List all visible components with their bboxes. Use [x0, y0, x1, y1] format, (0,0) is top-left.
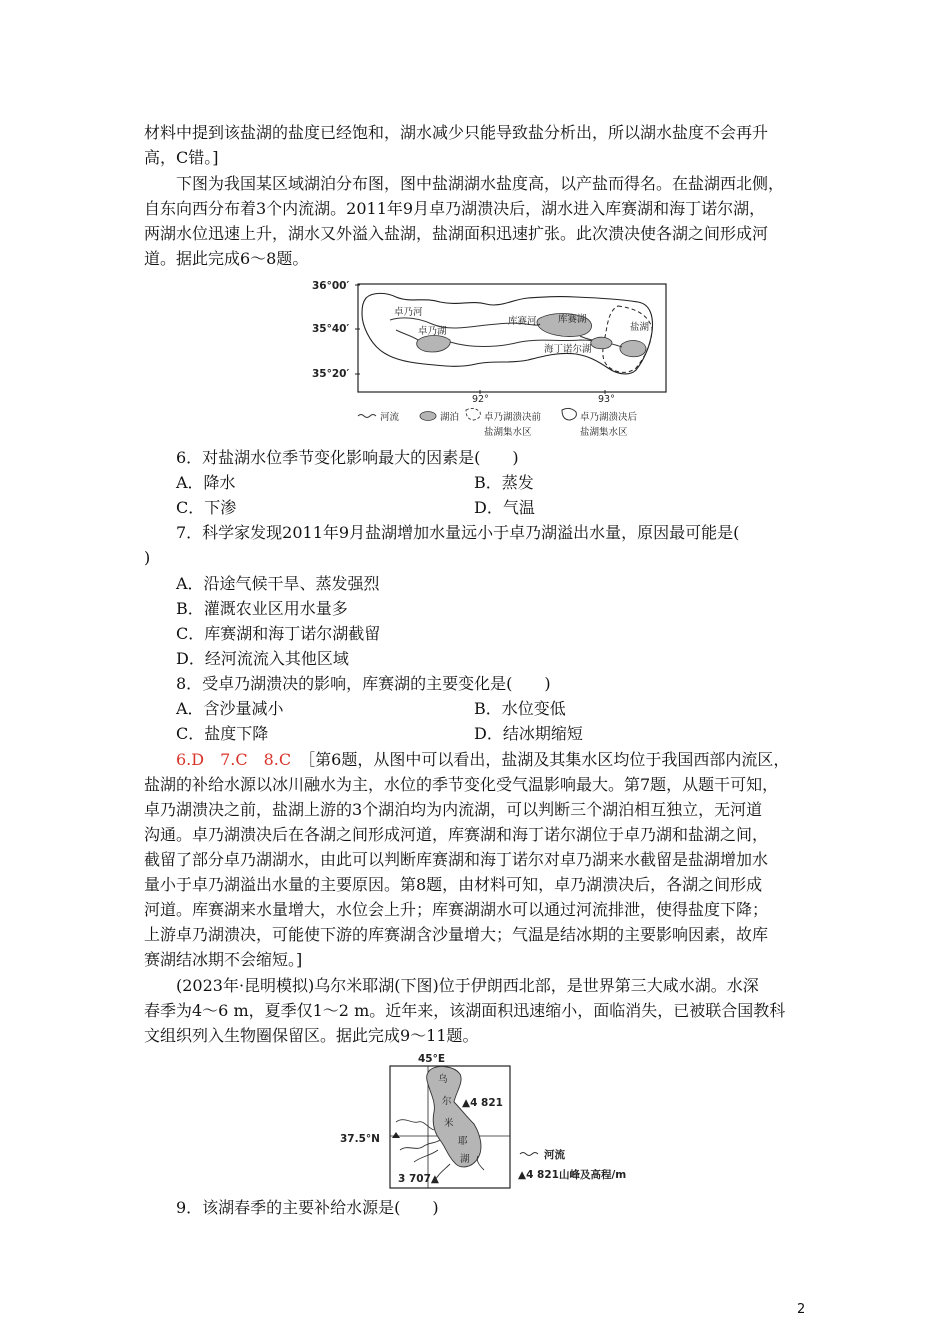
question-7-option-b: B．灌溉农业区用水量多	[176, 599, 348, 618]
text-line: 下图为我国某区域湖泊分布图，图中盐湖湖水盐度高，以产盐而得名。在盐湖西北侧，	[176, 174, 785, 193]
lake-name-char: 耶	[458, 1136, 468, 1147]
river	[414, 1150, 438, 1162]
legend-peak-label: ▲4 821山峰及高程/m	[518, 1169, 627, 1181]
answer-line: 河道。库赛湖来水量增大，水位会上升；库赛湖湖水可以通过河流排泄，使得盐度下降；	[144, 900, 769, 919]
catchment-before-boundary	[603, 306, 652, 372]
lake-name-char: 米	[444, 1118, 454, 1129]
question-8-option-d: D．结冰期缩短	[474, 724, 583, 743]
question-7-option-a: A．沿途气候干旱、蒸发强烈	[176, 574, 380, 593]
question-7-option-c: C．库赛湖和海丁诺尔湖截留	[176, 624, 381, 643]
answer-line: 上游卓乃湖溃决，可能使下游的库赛湖含沙量增大；气温是结冰期的主要影响因素，故库	[144, 925, 769, 944]
question-8-stem: 8．受卓乃湖溃决的影响，库赛湖的主要变化是( )	[176, 674, 551, 693]
text-line: 材料中提到该盐湖的盐度已经饱和，湖水减少只能导致盐分析出，所以湖水盐度不会再升	[144, 123, 769, 142]
lon-label-92: 92°	[472, 394, 489, 405]
lon-label-45e: 45°E	[418, 1053, 446, 1065]
question-7-option-d: D．经河流流入其他区域	[176, 649, 349, 668]
legend-lake-symbol	[420, 412, 436, 421]
question-6-option-a: A．降水	[176, 473, 236, 492]
answer-text: ［第6题，从图中可以看出，盐湖及其集水区均位于我国西部内流区，	[307, 750, 790, 769]
zhuonai-river-label: 卓乃河	[394, 307, 423, 318]
answer-line: 量小于卓乃湖溢出水量的主要原因。第8题，由材料可知，卓乃湖溃决后，各湖之间形成	[144, 875, 763, 894]
lat-label-37-5n: 37.5°N	[340, 1133, 380, 1145]
lake-name-char: 乌	[438, 1074, 448, 1085]
river	[580, 336, 592, 340]
salt-lake-label: 盐湖	[630, 322, 650, 333]
text-line: 两湖水位迅速上升，湖水又外溢入盐湖，盐湖面积迅速扩张。此次溃决使各湖之间形成河	[144, 224, 769, 243]
question-7-stem-end: )	[144, 548, 151, 567]
haiding-lake-label: 海丁诺尔湖	[544, 344, 592, 355]
legend-river-symbol	[358, 415, 376, 418]
question-8-option-c: C．盐度下降	[176, 724, 269, 743]
lat-label-36: 36°00′	[312, 280, 350, 292]
zhuonai-lake-label: 卓乃湖	[418, 326, 447, 337]
question-6-option-c: C．下渗	[176, 498, 237, 517]
lon-label-93: 93°	[598, 394, 615, 405]
salt-lake	[620, 341, 646, 357]
text-line: 道。据此完成6～8题。	[144, 249, 309, 268]
legend-before-label-2: 盐湖集水区	[484, 427, 532, 438]
river	[400, 1140, 440, 1150]
question-6-option-b: B．蒸发	[474, 473, 534, 492]
haiding-lake	[591, 337, 612, 349]
peak-marker	[392, 1132, 400, 1138]
kusai-lake-label: 库赛湖	[558, 314, 587, 325]
question-9-stem: 9．该湖春季的主要补给水源是( )	[176, 1198, 439, 1217]
peak-3707-label: 3 707▲	[398, 1173, 439, 1185]
answer-line: 赛湖结冰期不会缩短。]	[144, 950, 303, 969]
legend-river-label: 河流	[544, 1149, 565, 1161]
lake-distribution-map	[300, 278, 680, 443]
answer-line: 卓乃湖溃决之前，盐湖上游的3个湖泊均为内流湖，可以判断三个湖泊相互独立，无河道	[144, 800, 763, 819]
lake-urmia-map	[334, 1052, 674, 1192]
page-number: 2	[797, 1302, 806, 1317]
answer-line: 截留了部分卓乃湖湖水，由此可以判断库赛湖和海丁诺尔对卓乃湖来水截留是盐湖增加水	[144, 850, 769, 869]
text-line: 自东向西分布着3个内流湖。2011年9月卓乃湖溃决后，湖水进入库赛湖和海丁诺尔湖，	[144, 199, 766, 218]
question-8-option-a: A．含沙量减小	[176, 699, 284, 718]
question-6-option-d: D．气温	[474, 498, 535, 517]
question-8-option-b: B．水位变低	[474, 699, 566, 718]
legend-lake-label: 湖泊	[440, 412, 460, 423]
lake-name-char: 湖	[460, 1154, 470, 1165]
lat-label-3540: 35°40′	[312, 323, 350, 335]
answer-line	[176, 749, 789, 771]
legend-before-label-1: 卓乃湖溃决前	[484, 412, 542, 423]
lake-name-char: 尔	[442, 1096, 452, 1107]
river	[396, 330, 418, 340]
kusai-river-label: 库赛河	[508, 316, 537, 327]
legend-before-symbol	[466, 408, 480, 420]
passage-line: (2023年·昆明模拟)乌尔米耶湖(下图)位于伊朗西北部，是世界第三大咸水湖。水深	[176, 976, 759, 995]
legend-after-label-1: 卓乃湖溃决后	[580, 412, 638, 423]
zhuonai-lake	[417, 336, 451, 353]
peak-4821-label: ▲4 821	[462, 1097, 503, 1109]
passage-line: 春季为4～6 m，夏季仅1～2 m。近年来，该湖面积迅速缩小，面临消失，已被联合国教科	[144, 1001, 786, 1020]
text-line: 高，C错。]	[144, 148, 219, 167]
legend-after-label-2: 盐湖集水区	[580, 427, 628, 438]
answer-keys: 6.D 7.C 8.C	[176, 750, 292, 769]
lat-label-3520: 35°20′	[312, 368, 350, 380]
legend-after-symbol	[562, 408, 576, 420]
legend-river-label: 河流	[380, 412, 400, 423]
legend-river-symbol	[520, 1153, 538, 1156]
answer-line: 沟通。卓乃湖溃决后在各湖之间形成河道，库赛湖和海丁诺尔湖位于卓乃湖和盐湖之间，	[144, 825, 769, 844]
question-6-stem: 6．对盐湖水位季节变化影响最大的因素是( )	[176, 448, 519, 467]
question-7-stem: 7．科学家发现2011年9月盐湖增加水量远小于卓乃湖溢出水量，原因最可能是(	[176, 523, 740, 542]
passage-line: 文组织列入生物圈保留区。据此完成9～11题。	[144, 1026, 479, 1045]
answer-line: 盐湖的补给水源以冰川融水为主，水位的季节变化受气温影响最大。第7题，从题干可知，	[144, 775, 779, 794]
